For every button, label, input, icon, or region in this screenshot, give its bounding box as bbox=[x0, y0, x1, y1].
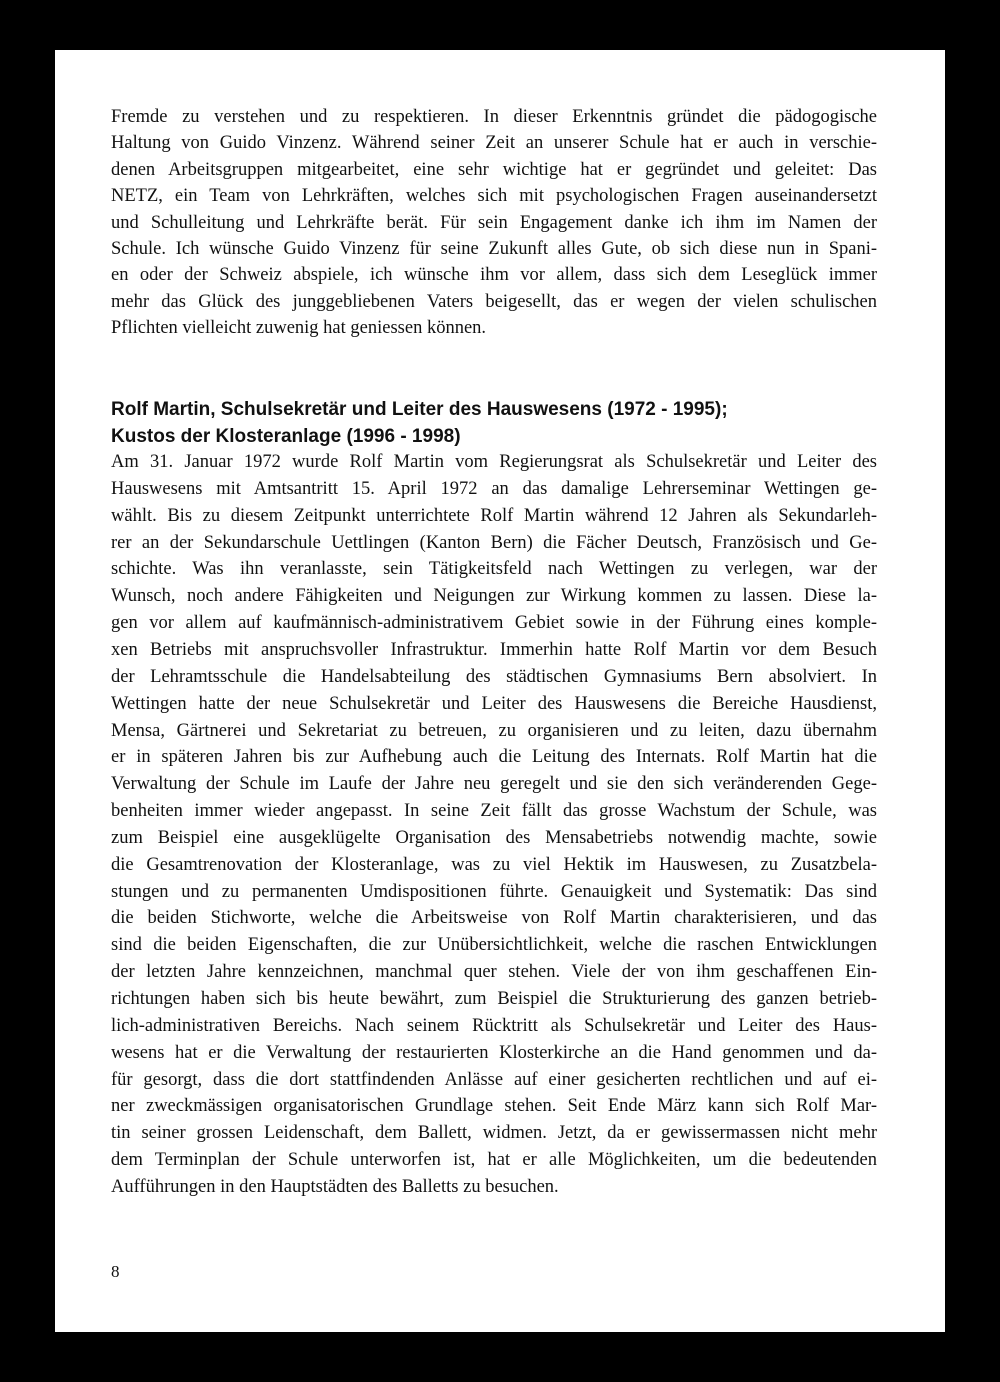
text-line: Fremde zu verstehen und zu respektieren. In dieser Erkenntnis gründet die pädogogische bbox=[111, 107, 877, 127]
text-line: xen Betriebs mit anspruchsvoller Infrastruktur. Immerhin hatte Rolf Martin vor dem Besuch bbox=[111, 639, 877, 660]
section-heading-line-2: Kustos der Klosteranlage (1996 - 1998) bbox=[111, 426, 461, 447]
text-line: en oder der Schweiz abspiele, ich wünsche ihm vor allem, dass sich dem Leseglück immer bbox=[111, 265, 877, 286]
text-line: Verwaltung der Schule im Laufe der Jahre neu geregelt und sie den sich veränderenden Gege- bbox=[111, 774, 877, 795]
text-line: Haltung von Guido Vinzenz. Während seiner Zeit an unserer Schule hat er auch in verschie- bbox=[111, 133, 877, 154]
text-line: Schule. Ich wünsche Guido Vinzenz für seine Zukunft alles Gute, ob sich diese nun in Spani- bbox=[111, 239, 877, 259]
text-line: und Schulleitung und Lehrkräfte berät. Für sein Engagement danke ich ihm im Namen der bbox=[111, 212, 877, 233]
text-line: NETZ, ein Team von Lehrkräften, welches sich mit psychologischen Fragen auseinandersetzt bbox=[111, 186, 877, 207]
text-line: rer an der Sekundarschule Uettlingen (Kanton Bern) die Fächer Deutsch, Französisch und Ge- bbox=[111, 532, 877, 553]
text-line: denen Arbeitsgruppen mitgearbeitet, eine sehr wichtige hat er gegründet und geleitet: Das bbox=[111, 159, 877, 180]
text-line: wesens hat er die Verwaltung der restaurierten Klosterkirche an die Hand genommen und da- bbox=[111, 1042, 877, 1063]
text-line: zum Beispiel eine ausgeklügelte Organisation des Mensabetriebs notwendig machte, sowie bbox=[111, 827, 877, 848]
text-line: benheiten immer wieder angepasst. In seine Zeit fällt das grosse Wachstum der Schule, was bbox=[111, 801, 877, 822]
text-line: mehr das Glück des junggebliebenen Vaters beigesellt, das er wegen der vielen schulischen bbox=[111, 291, 877, 312]
text-line: die beiden Stichworte, welche die Arbeitsweise von Rolf Martin charakterisieren, und das bbox=[111, 908, 877, 929]
text-line: stungen und zu permanenten Umdispositionen führte. Genauigkeit und Systematik: Das sind bbox=[111, 881, 877, 902]
text-line: er in späteren Jahren bis zur Aufhebung auch die Leitung des Internats. Rolf Martin hat die bbox=[111, 747, 877, 768]
text-line: richtungen haben sich bis heute bewährt, zum Beispiel die Strukturierung des ganzen betrieb- bbox=[111, 989, 877, 1009]
text-line: der Lehramtsschule die Handelsabteilung des städtischen Gymnasiums Bern absolviert. In bbox=[111, 666, 877, 687]
page-number: 8 bbox=[111, 1262, 120, 1281]
text-line: tin seiner grossen Leidenschaft, dem Ballett, widmen. Jetzt, da er gewissermassen nicht mehr bbox=[111, 1123, 877, 1144]
text-line: ner zweckmässigen organisatorischen Grundlage stehen. Seit Ende März kann sich Rolf Mar- bbox=[111, 1096, 877, 1117]
text-line: für gesorgt, dass die dort stattfindenden Anlässe auf einer gesicherten rechtlichen und auf ei- bbox=[111, 1069, 877, 1090]
section-heading-line-1: Rolf Martin, Schulsekretär und Leiter des Hauswesens (1972 - 1995); bbox=[111, 399, 728, 420]
text-line: schichte. Was ihn veranlasste, sein Tätigkeitsfeld nach Wettingen zu verlegen, war der bbox=[111, 559, 877, 580]
text-line: dem Terminplan der Schule unterworfen ist, hat er alle Möglichkeiten, um die bedeutenden bbox=[111, 1150, 877, 1171]
text-line: der letzten Jahre kennzeichnen, manchmal quer stehen. Viele der von ihm geschaffenen Ein- bbox=[111, 962, 877, 983]
text-line: die Gesamtrenovation der Klosteranlage, was zu viel Hektik im Hauswesen, zu Zusatzbela- bbox=[111, 854, 877, 875]
text-line: Mensa, Gärtnerei und Sekretariat zu betreuen, zu organisieren und zu leiten, dazu übernahm bbox=[111, 720, 877, 741]
text-line: gen vor allem auf kaufmännisch-administrativem Gebiet sowie in der Führung eines komple- bbox=[111, 613, 877, 634]
text-line: wählt. Bis zu diesem Zeitpunkt unterrichtete Rolf Martin während 12 Jahren als Sekundarleh- bbox=[111, 505, 877, 526]
text-line: Wunsch, noch andere Fähigkeiten und Neigungen zur Wirkung kommen zu lassen. Diese la- bbox=[111, 586, 877, 607]
document-page bbox=[55, 50, 945, 1332]
text-line: Wettingen hatte der neue Schulsekretär und Leiter des Hauswesens die Bereiche Hausdienst, bbox=[111, 693, 877, 714]
text-line: Pflichten vielleicht zuwenig hat geniessen können. bbox=[111, 318, 487, 339]
text-line: lich-administrativen Bereichs. Nach seinem Rücktritt als Schulsekretär und Leiter des Haus- bbox=[111, 1015, 877, 1036]
text-line: Am 31. Januar 1972 wurde Rolf Martin vom Regierungsrat als Schulsekretär und Leiter des bbox=[111, 452, 877, 472]
text-line: sind die beiden Eigenschaften, die zur Unübersichtlichkeit, welche die raschen Entwicklungen bbox=[111, 935, 877, 956]
text-line: Hauswesens mit Amtsantritt 15. April 1972 an das damalige Lehrerseminar Wettingen ge- bbox=[111, 478, 877, 499]
text-line: Aufführungen in den Hauptstädten des Balletts zu besuchen. bbox=[111, 1176, 559, 1197]
